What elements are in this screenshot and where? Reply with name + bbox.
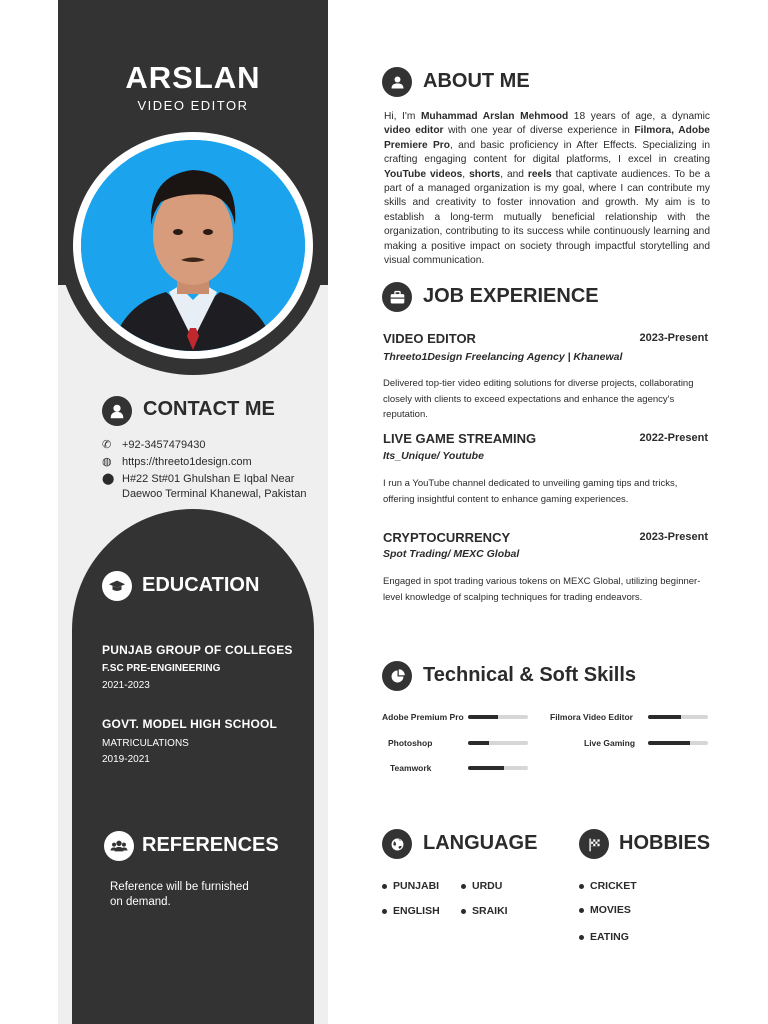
education-school-2: GOVT. MODEL HIGH SCHOOL: [102, 717, 278, 731]
hobbies-title: HOBBIES: [619, 832, 711, 854]
about-title: ABOUT ME: [423, 70, 530, 92]
education-degree-1: F.SC PRE-ENGINEERING: [102, 663, 221, 674]
skill-bar-4: [648, 741, 708, 745]
job-org-2: Its_Unique/ Youtube: [383, 450, 484, 462]
references-people-icon: [104, 831, 134, 861]
job-org-3: Spot Trading/ MEXC Global: [383, 548, 520, 560]
job-date-3: 2023-Present: [639, 531, 708, 543]
hobby-item-1: CRICKET: [579, 880, 637, 892]
language-item-2: URDU: [461, 880, 502, 892]
job-date-2: 2022-Present: [639, 432, 708, 444]
hobby-item-3: EATING: [579, 931, 629, 943]
contact-address-line1: H#22 St#01 Ghulshan E Iqbal Near: [122, 473, 295, 485]
skills-title: Technical & Soft Skills: [423, 664, 637, 686]
briefcase-icon: [382, 282, 412, 312]
job-org-1: Threeto1Design Freelancing Agency | Khanewal: [383, 351, 623, 363]
language-item-1: PUNJABI: [382, 880, 439, 892]
contact-title: CONTACT ME: [143, 398, 275, 420]
contact-phone[interactable]: +92-3457479430: [122, 439, 206, 451]
contact-website[interactable]: https://threeto1design.com: [122, 456, 252, 468]
job-desc-2: I run a YouTube channel dedicated to unveiling gaming tips and tricks, offering insightful content to enhance gaming experiences.: [383, 478, 678, 505]
skill-bar-3: [468, 741, 528, 745]
contact-address-row: [102, 472, 306, 502]
contact-address-line2: Daewoo Terminal Khanewal, Pakistan: [122, 488, 307, 500]
references-text: Reference will be furnished on demand.: [110, 881, 249, 908]
job-title-3: CRYPTOCURRENCY: [383, 530, 511, 545]
graduation-cap-icon: [102, 571, 132, 601]
globe-icon: [382, 829, 412, 859]
about-paragraph: Hi, I'm Muhammad Arslan Mehmood 18 years of age, a dynamic video editor with one year of diverse experience in Filmora, Adobe Premiere Pro, and basic proficiency in After Effects. Specializing in crafting engaging content for digital platforms, I excel in creating YouTube videos, shorts, and reels that captivate audiences. To be a part of a managed organization is my goal, where I can contribute my skills and creativity to foster innovation and growth. My aim is to establish a long-term mutually beneficial relationship with the organization, contributing to its success while continuously learning and making a positive impact on society through impactful storytelling and visual communication.: [384, 111, 710, 267]
hobbies-flag-icon: [579, 829, 609, 859]
education-degree-2: MATRICULATIONS: [102, 738, 189, 749]
profile-name: ARSLAN: [125, 60, 261, 95]
education-school-1: PUNJAB GROUP OF COLLEGES: [102, 643, 293, 657]
hobby-item-2: MOVIES: [579, 904, 631, 916]
job-desc-1: Delivered top-tier video editing solutions for diverse projects, collaborating closely with clients to exceed expectations and enhance the agency's reputation.: [383, 378, 694, 420]
skill-label-3: Photoshop: [388, 738, 433, 748]
profile-role: VIDEO EDITOR: [137, 98, 249, 113]
language-item-3: ENGLISH: [382, 905, 440, 917]
skill-label-2: Filmora Video Editor: [550, 712, 633, 722]
education-years-2: 2019-2021: [102, 754, 150, 765]
skill-label-5: Teamwork: [390, 763, 432, 773]
skill-label-4: Live Gaming: [584, 738, 636, 748]
references-title: REFERENCES: [142, 834, 279, 856]
skill-bar-5: [468, 766, 528, 770]
profile-photo: [81, 140, 305, 351]
language-title: LANGUAGE: [423, 832, 538, 854]
contact-icon: [102, 396, 132, 426]
job-date-1: 2023-Present: [639, 332, 708, 344]
education-years-1: 2021-2023: [102, 680, 150, 691]
skill-label-1: Adobe Premium Pro: [382, 712, 464, 722]
pie-chart-icon: [382, 661, 412, 691]
job-title-1: VIDEO EDITOR: [383, 331, 476, 346]
skill-bar-1: [468, 715, 528, 719]
globe-icon: ◍: [102, 456, 112, 468]
contact-phone-row: [102, 438, 206, 453]
location-pin-icon: ⬤: [102, 473, 115, 485]
contact-website-row: [102, 455, 252, 470]
job-desc-3: Engaged in spot trading various tokens on MEXC Global, utilizing beginner-level knowledge of scalping techniques for trading endeavors.: [383, 576, 701, 603]
skill-bar-2: [648, 715, 708, 719]
job-title-2: LIVE GAME STREAMING: [383, 431, 537, 446]
language-item-4: SRAIKI: [461, 905, 508, 917]
experience-title: JOB EXPERIENCE: [423, 285, 599, 307]
about-user-icon: [382, 67, 412, 97]
education-title: EDUCATION: [142, 574, 260, 596]
phone-icon: ✆: [102, 439, 112, 451]
